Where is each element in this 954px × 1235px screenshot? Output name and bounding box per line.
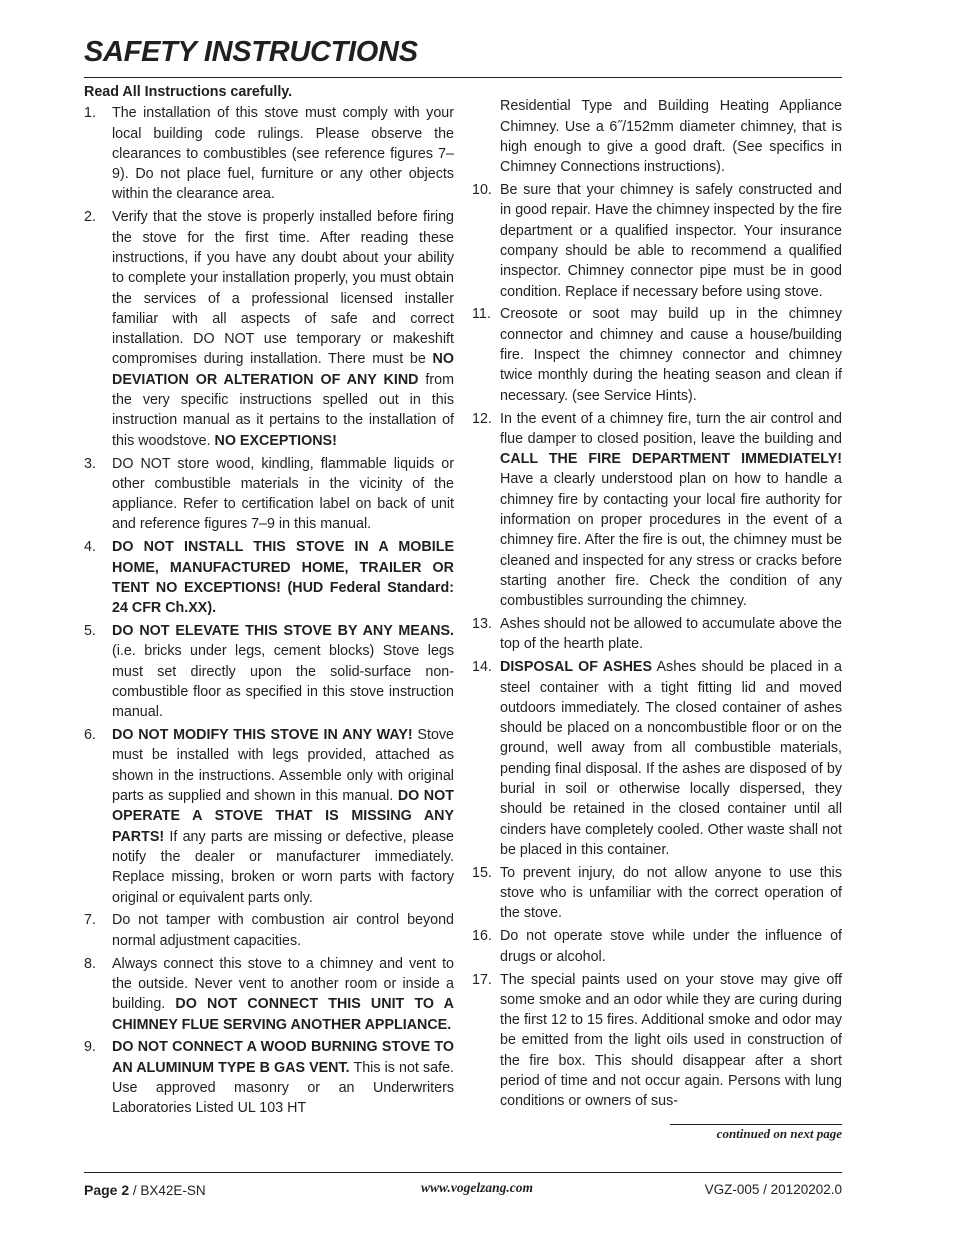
item-number: 10. [472,182,492,199]
item-number: 17. [472,971,492,988]
model-number: / BX42E-SN [129,1183,206,1198]
item-number: 4. [84,539,96,556]
instruction-item [84,103,454,204]
intro-heading: Read All Instructions carefully. [84,84,293,100]
continued-note: continued on next page [670,1124,842,1142]
item-9-continued: Residential Type and Building Heating Appliance Chimney. Use a 6˝/152mm diameter chimney, that is high enough to give a good draft. (See specifics in Chimney Connections instructions). [500,98,842,176]
website-url: www.vogelzang.com [420,1180,533,1195]
item-number: 7. [84,912,96,929]
item-text: If any parts are missing or defective, please notify the dealer or manufacturer immediately. Replace missing, broken or worn parts with factory original or equivalent parts only. [112,828,454,906]
instruction-item [84,910,454,951]
instruction-item [472,926,842,967]
instruction-item [472,304,842,405]
title-divider [84,77,842,78]
item-text: from the very specific instructions spelled out in this instruction manual as it pertains to the installation of this woodstove. [112,371,454,449]
instruction-item [84,454,454,535]
instruction-item [472,180,842,302]
instruction-item [472,970,842,1112]
item-text: DO NOT store wood, kindling, flammable liquids or other combustible materials in the vicinity of the appliance. Refer to certification label on back of unit and reference figures 7–9 in this manual. [112,455,454,533]
item-number: 13. [472,616,492,633]
item-number: 8. [84,955,96,972]
item-number: 3. [84,455,96,472]
instruction-list-left [84,103,454,1118]
page-title: SAFETY INSTRUCTIONS [84,36,418,68]
item-text: Ashes should not be allowed to accumulate above the top of the hearth plate. [500,616,842,653]
item-text-bold: DO NOT MODIFY THIS STOVE IN ANY WAY! [112,727,413,744]
instruction-item [84,537,454,618]
item-text: To prevent injury, do not allow anyone to use this stove who is unfamiliar with the correct operation of the stove. [500,864,842,922]
item-number: 12. [472,410,492,427]
item-text: Ashes should be placed in a steel container with a tight fitting lid and moved outdoors immediately. The closed container of ashes should be placed on a noncombustible floor or on the ground, well away from all combustible materials, pending final disposal. If the ashes are disposed of by burial in soil or otherwise locally dispersed, they should be retained in the closed container until all cinders have completely cooled. Other waste shall not be placed in this container. [500,659,842,858]
right-column [472,82,842,1114]
item-number: 2. [84,209,96,226]
item-number: 14. [472,659,492,676]
item-text: Be sure that your chimney is safely constructed and in good repair. Have the chimney inspected by the fire department or a qualified inspector. Your insurance company should be able to recommend a qualified inspector. Chimney connector pipe must be in good condition. Replace if necessary before using stove. [500,182,842,300]
item-text-bold: NO EXCEPTIONS! [214,432,337,449]
item-text: (i.e. bricks under legs, cement blocks) Stove legs must set directly upon the solid-surface non-combustible floor as specified in this stove instruction manual. [112,643,454,721]
item-text-bold: NO DEVIATION OR ALTERATION OF ANY KIND [112,351,454,388]
item-text-bold: CALL THE FIRE DEPARTMENT IMMEDIATELY! [500,451,842,468]
item-text-bold: DO NOT INSTALL THIS STOVE IN A MOBILE HOME, MANUFACTURED HOME, TRAILER OR TENT NO EXCEPTIONS! (HUD Federal Standard: 24 CFR Ch.XX). [112,539,454,617]
item-number: 6. [84,727,96,744]
footer-divider [84,1172,842,1173]
instruction-item [472,409,842,612]
item-text: Do not tamper with combustion air control beyond normal adjustment capacities. [112,912,454,949]
instruction-item [472,657,842,860]
item-text: Do not operate stove while under the influence of drugs or alcohol. [500,928,842,965]
instruction-item [84,1037,454,1118]
item-text-bold: DO NOT CONNECT A WOOD BURNING STOVE TO AN ALUMINUM TYPE B GAS VENT. [112,1039,454,1076]
instruction-item [472,614,842,655]
item-text: In the event of a chimney fire, turn the air control and flue damper to closed position, leave the building and [500,410,842,447]
item-text-bold: DO NOT ELEVATE THIS STOVE BY ANY MEANS. [112,623,454,640]
item-text: This is not safe. Use approved masonry or an Underwriters Laboratories Listed UL 103 HT [112,1059,455,1117]
instruction-item [472,863,842,924]
document-id: VGZ-005 / 20120202.0 [704,1182,842,1197]
item-text-bold: DISPOSAL OF ASHES [500,659,653,676]
item-text: Have a clearly understood plan on how to handle a chimney fire by contacting your local fire authority for information on proper procedures in the event of a chimney fire. After the fire is out, the chimney must be cleaned and inspected for any stress or cracks before starting another fire. Check the condition of any combustibles surrounding the chimney. [500,471,842,610]
instruction-list-right [472,180,842,1112]
instruction-item [84,207,454,451]
item-text: The installation of this stove must comply with your local building code rulings. Please observe the clearances to combustibles (see reference figures 7–9). Do not place fuel, furniture or any other objects within the clearance area. [112,105,454,203]
item-text: The special paints used on your stove may give off some smoke and an odor while they are curing during the first 12 to 15 fires. Additional smoke and odor may be emitted from the light oils used in construction of the fire box. This should disappear after a short period of time and not occur again. Persons with lung conditions or owners of sus- [500,971,842,1110]
page-label: Page 2 [84,1182,130,1198]
item-text-bold: DO NOT CONNECT THIS UNIT TO A CHIMNEY FLUE SERVING ANOTHER APPLIANCE. [112,996,454,1033]
instruction-item [84,621,454,722]
instruction-item [84,725,454,908]
item-text: Verify that the stove is properly installed before firing the stove for the first time. After reading these instructions, if you have any doubt about your ability to complete your installation properly, you must obtain the services of a professional licensed installer familiar with all aspects of safe and correct installation. DO NOT use temporary or makeshift compromises during installation. There must be [112,209,454,368]
item-number: 16. [472,928,492,945]
item-text-bold: DO NOT OPERATE A STOVE THAT IS MISSING ANY PARTS! [112,788,454,845]
left-column [84,82,454,1121]
instruction-item [84,954,454,1035]
item-number: 1. [84,105,96,122]
item-text: Stove must be installed with legs provided, attached as shown in the instructions. Assemble only with original parts as supplied and shown in this manual. [112,727,454,805]
item-number: 9. [84,1039,96,1056]
item-number: 15. [472,864,492,881]
item-number: 5. [84,623,96,640]
item-text: Creosote or soot may build up in the chimney connector and chimney and cause a house/building fire. Inspect the chimney connector and chimney twice monthly during the heating season and clean if necessary. (see Service Hints). [500,306,842,404]
item-number: 11. [472,306,491,323]
item-text: Always connect this stove to a chimney and vent to the outside. Never vent to another room or inside a building. [112,955,454,1013]
